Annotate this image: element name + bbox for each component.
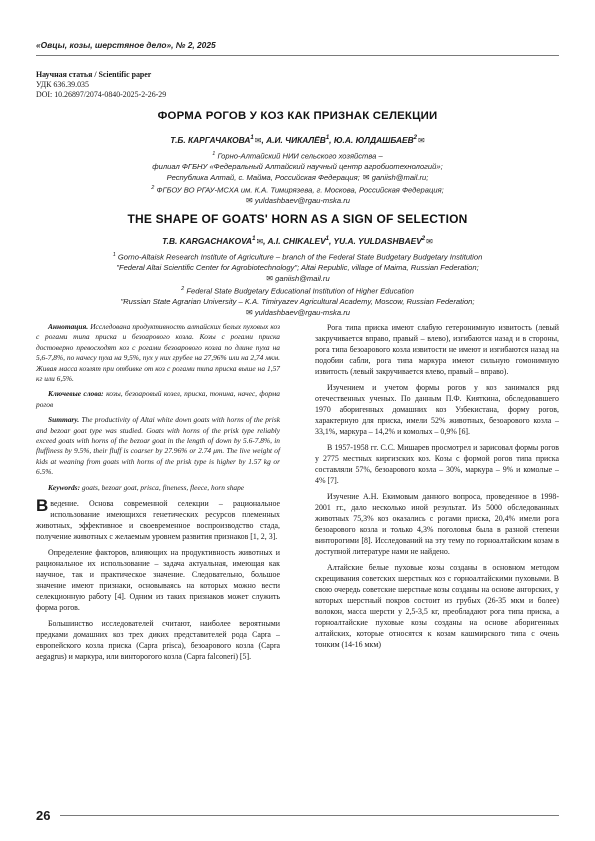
author-ru-3: Ю.А. ЮЛДАШБАЕВ$^2$✉ — [333, 135, 425, 145]
header-divider — [36, 55, 559, 56]
author-en-3: YU.A. YULDASHBAEV$^2$✉ — [333, 236, 433, 246]
intro-paragraph: Введение. Основа современной селекции – рациональное использование имеющихся генетических ресурсов племенных животных, эффективное и своевременное воспроизводство стада, получение животных с желаемым уровнем развития признаков [1, 2, 3]. — [36, 496, 280, 542]
udc-code: УДК 636.39.035 — [36, 80, 89, 89]
mail-icon[interactable]: ✉ — [254, 136, 262, 145]
body-paragraph: Изучением и учетом формы рогов у коз занимался ряд отечественных ученых. По данным П.Ф. Кияткина, обследовавшего 1970 аборигенных домашних коз Узбекистана, форму рогов, характерную для приска, имели 52% животных, безоарового козла – 33,1%, маркура – 14,2% и комолых – 0,9% [6]. — [315, 383, 559, 436]
footer-divider — [60, 815, 559, 816]
affiliation-line: $^1$ Горно-Алтайский НИИ сельского хозяйства – — [212, 151, 383, 161]
title-russian: ФОРМА РОГОВ У КОЗ КАК ПРИЗНАК СЕЛЕКЦИИ — [157, 110, 438, 122]
drop-cap: В — [36, 496, 49, 516]
affiliation-line — [36, 308, 559, 319]
journal-header: «Овцы, козы, шерстяное дело», № 2, 2025 — [36, 40, 216, 50]
email-link[interactable]: yuldashbaev@rgau-mska.ru — [254, 196, 350, 206]
author-en-2: A.I. CHIKALEV$^1$, — [267, 236, 332, 246]
author-ru-1: Т.Б. КАРГАЧАКОВА$^1$✉, — [170, 135, 264, 145]
keywords-ru: Ключевые слова: козы, безоаровый козел, приска, тонина, начес, форма рогов — [36, 389, 280, 409]
right-column — [315, 322, 559, 655]
email-link[interactable]: ganiish@mail.ru; — [371, 172, 429, 182]
body-paragraph: Изучение А.Н. Екимовым данного вопроса, проведенное в 1998-2001 гг., дало несколько иной результат. Из 5000 обследованных животных 75,3% коз оказались с рогами приска, 20,4% имели рога безоарового козла и только 4,3% поголовья была в разной степени винторогими [8]. Исследований на эту тему по горноалтайским козам в доступной литературе нами не найдено. — [315, 492, 559, 556]
page-number: 26 — [36, 808, 51, 823]
article-meta — [36, 70, 166, 100]
mail-icon[interactable]: ✉ — [418, 136, 425, 145]
title-english: THE SHAPE OF GOATS' HORN AS A SIGN OF SELECTION — [127, 212, 468, 226]
left-column — [36, 322, 280, 667]
body-paragraph: Рога типа приска имеют слабую гетеронимную извитость (левый закручивается вправо, правый – влево), изгибаются назад и в стороны, рога типа безоарового козла извитости не имеют и изгибаются назад на подобии сабли, рога типа маркура имеют сильную гомонимную извитость (левый закручивается влево, правый – вправо). — [315, 323, 559, 376]
doi: DOI: 10.26897/2074-0840-2025-2-26-29 — [36, 90, 167, 99]
mail-icon[interactable]: ✉ — [426, 237, 433, 246]
email-link[interactable]: yuldashbaev@rgau-mska.ru — [254, 307, 350, 317]
abstract-en: Summary. The productivity of Altai white down goats with horns of the prisk and bezoar goat type was studied. Goats with horns of the prisk type reliably exceed goats with horns of the bezoar goat in the length of down by 5.6-7.8%, in fluffiness by 9.5%, their fluff is coarser by 27.96% or 2.74 μm. The live weight of kids at weaning from goats with horns of the prisk type is higher by 1.57 kg or 6.5%. — [36, 415, 280, 477]
mail-icon: ✉ — [246, 307, 253, 317]
affiliation-line: Республика Алтай, с. Майма, Российская Федерация; ✉ ganiish@mail.ru; — [166, 172, 429, 182]
mail-icon: ✉ — [246, 196, 253, 206]
affiliation-line — [36, 274, 559, 285]
mail-icon[interactable]: ✉ — [256, 237, 264, 246]
affiliation-line — [36, 196, 559, 207]
body-paragraph: Большинство исследователей считают, наиболее вероятными предками домашних коз трех диких представителей рода Capra – европейского козла приска (Capra prisca), безоарового козла (Capra aegagrus) и маркура, или винторогого козла (Capra falconeri) [5]. — [36, 619, 280, 662]
authors-russian — [36, 135, 559, 145]
affiliation-line: $^2$ Federal State Budgetary Educational Institution of Higher Education — [181, 286, 414, 296]
affiliations-russian — [36, 149, 559, 207]
authors-english — [36, 236, 559, 246]
affiliation-line: филиал ФГБНУ «Федеральный Алтайский научный центр агробиотехнологий»; — [152, 162, 443, 172]
article-type: Научная статья / Scientific paper — [36, 70, 152, 79]
body-paragraph: Определение факторов, влияющих на продуктивность животных и рациональное их использование – задача актуальная, имеющая как научное, так и практическое значение. Следовательно, большое значение имеют признаки, основываясь на которых можно вести селекционную работу [4]. Одним из таких признаков может служить форма рогов. — [36, 548, 280, 613]
affiliation-line: $^2$ ФГБОУ ВО РГАУ-МСХА им. К.А. Тимирязева, г. Москова, Российская Федерация; — [151, 185, 444, 195]
mail-icon: ✉ — [266, 273, 273, 283]
mail-icon: ✉ — [362, 172, 370, 182]
body-paragraph: Алтайские белые пуховые козы созданы в основном методом скрещивания советских шерстных коз с горноалтайскими пуховыми. В свою очередь советские шерстные козы созданы на основе ангорских, у которых шерстный покров состоит из грубых (26-35 мкм и более) волокон, масса шерсти у 2,5-3,5 кг, преобладают рога типа приска, а горноалтайские пуховые козы созданы на основе аборигенных алтайских, которые относятся к козам кашмирского типа с очень тонким (14-16 мкм) — [315, 563, 559, 649]
author-ru-2: А.И. ЧИКАЛЁВ$^1$, — [266, 135, 332, 145]
affiliation-line: "Russian State Agrarian University – K.A. Timiryazev Agricultural Academy, Moscow, Russian Federation; — [120, 297, 475, 307]
keywords-en: Keywords: goats, bezoar goat, prisca, fineness, fleece, horn shape — [48, 482, 245, 492]
email-link[interactable]: ganiish@mail.ru — [275, 273, 330, 283]
affiliation-line: $^1$ Gorno-Altaisk Research Institute of Agriculture – branch of the Federal State Budgetary Budgetary Institution — [112, 252, 483, 262]
abstract-ru: Аннотация. Исследована продуктивность алтайских белых пуховых коз с рогами типа приска и безоарового козла. Козы с рогами приска достоверно превосходят коз с рогами безоарового козла по длине пуха на 5,6-7,8%, по начесу пуха на 9,5%, пух у них грубее на 27,96% или на 2,74 мкм. Живая масса козлят при отбивке от коз с рогами типа приска выше на 1,57 кг или 6,5%. — [36, 322, 280, 384]
body-paragraph: В 1957-1958 гг. С.С. Мишарев просмотрел и зарисовал формы рогов у 2775 местных киргизских коз. Козы с формой рогов типа приска составляли 57%, безоарового козла – 30%, маркура – 9% и комолые – 4% [7]. — [315, 443, 559, 485]
author-en-1: T.B. KARGACHAKOVA$^1$✉, — [162, 236, 266, 246]
affiliation-line: "Federal Altai Scientific Center for Agrobiotechnology"; Altai Republic, village of Maima, Russian Federation; — [116, 263, 479, 273]
affiliations-english — [36, 250, 559, 318]
